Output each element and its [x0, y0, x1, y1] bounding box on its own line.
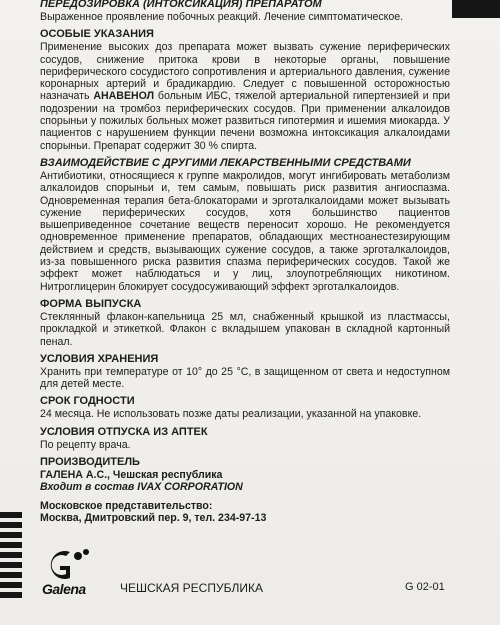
maker-line2: Входит в состав IVAX CORPORATION [40, 481, 243, 494]
stripe [0, 582, 22, 588]
section-shelf [40, 395, 450, 420]
text-special-part2: больным ИБС, тяжелой артериальной гипертензией и при подозрении на тромбоз периферических сосудов. При применении алкалоидов спорыньи у пожилых больных может развиться гипотермия и ишемия миокарда. У пациентов с нарушением функции печени возможна интоксикация алкалоидами спорыньи. Препарат содержит 30 % спирта. [40, 90, 450, 152]
drug-name: АНАВЕНОЛ [93, 90, 155, 103]
stripe [0, 592, 22, 598]
text-interaction: Антибиотики, относящиеся к группе макролидов, могут ингибировать метаболизм алкалоидов спорыньи и, тем самым, повышать риск развития ангиоспазма. Одновременная терапия бета-блокаторами и эрготалкалоидами может вызывать сужение периферических сосудов, хотя большинство пациентов вышеприведенное сочетание веществ переносит хорошо. Не рекомендуется одновременное применение препаратов, обладающих местноанестезирующим действием и средств, вызывающих сужение сосудов, а также эрготалкалоидов, из-за повышенного риска развития спазма периферических сосудов. Такой же эффект может наблюдаться и у лиц, злоупотребляющих никотином. Нитроглицерин блокирует сосудосуживающий эффект эрготалкалоидов. [40, 169, 450, 293]
text-shelf: 24 месяца. Не использовать позже даты реализации, указанной на упаковке. [40, 408, 422, 421]
text-special-part1: Применение высоких доз препарата может вызвать сужение периферических сосудов, снижение притока крови в некоторые органы, повышение периферического сосудистого сопротивления и артериального давления, сужение коронарных артерий и брадикардию. Следует с повышенной осторожностью назначать [40, 41, 450, 103]
footer-country: ЧЕШСКАЯ РЕСПУБЛИКА [120, 581, 263, 595]
section-overdose [40, 0, 450, 23]
heading-shelf: СРОК ГОДНОСТИ [40, 395, 135, 408]
stripe [0, 522, 22, 528]
leaflet-content [40, 0, 450, 529]
text-form: Стеклянный флакон-капельница 25 мл, снабженный крышкой из пластмассы, прокладкой и этикеткой. Флакон с вкладышем упакован в складной картонный пенал. [40, 310, 450, 348]
stripe [0, 532, 22, 538]
logo-wordmark: Galena [42, 581, 86, 597]
stripe [0, 572, 22, 578]
heading-storage: УСЛОВИЯ ХРАНЕНИЯ [40, 352, 159, 365]
section-form [40, 298, 450, 348]
heading-form: ФОРМА ВЫПУСКА [40, 297, 142, 310]
section-maker [40, 456, 450, 524]
rep-line2: Москва, Дмитровский пер. 9, тел. 234-97-13 [40, 511, 267, 524]
text-special [40, 41, 450, 152]
stripe [0, 512, 22, 518]
maker-line1: ГАЛЕНА А.С., Чешская республика [40, 469, 223, 482]
section-special [40, 28, 450, 152]
section-interaction [40, 157, 450, 293]
stripe [0, 552, 22, 558]
text-storage: Хранить при температуре от 10° до 25 °С, в защищенном от света и недоступном для детей месте. [40, 365, 450, 391]
stripe [0, 542, 22, 548]
heading-overdose: ПЕРЕДОЗИРОВКА (ИНТОКСИКАЦИЯ) ПРЕПАРАТОМ [40, 0, 322, 10]
heading-dispense: УСЛОВИЯ ОТПУСКА ИЗ АПТЕК [40, 425, 208, 438]
section-storage [40, 353, 450, 391]
footer-code: G 02-01 [405, 581, 445, 593]
section-dispense [40, 426, 450, 451]
heading-interaction: ВЗАИМОДЕЙСТВИЕ С ДРУГИМИ ЛЕКАРСТВЕННЫМИ СРЕДСТВАМИ [40, 156, 411, 169]
text-overdose: Выраженное проявление побочных реакций. Лечение симптоматическое. [40, 11, 404, 23]
heading-maker: ПРОИЗВОДИТЕЛЬ [40, 456, 140, 469]
stripe [0, 562, 22, 568]
rep-line1: Московское представительство: [40, 499, 213, 512]
text-dispense: По рецепту врача. [40, 438, 131, 451]
edge-stripes [0, 512, 22, 602]
heading-special: ОСОБЫЕ УКАЗАНИЯ [40, 28, 154, 41]
corner-bar [452, 0, 500, 18]
